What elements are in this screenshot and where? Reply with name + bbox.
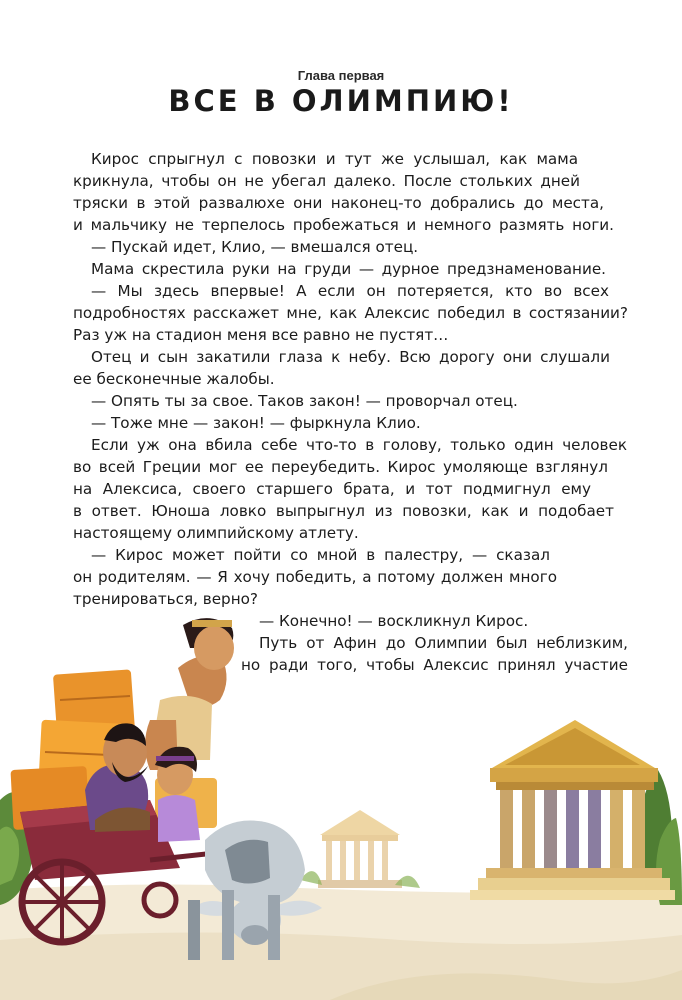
text-line: — Пускай идет, Клио, — вмешался отец. [91,238,419,256]
text-line: он родителям. — Я хочу победить, а потому должен много [73,568,557,586]
text-line: во всей Греции мог ее переубедить. Кирос умоляюще взглянул [73,458,608,476]
text-line: Если уж она вбила себе что-то в голову, только один человек [91,436,627,454]
text-line: в ответ. Юноша ловко выпрыгнул из повозки, как и подобает [73,502,614,520]
text-line: тренироваться, верно? [73,590,258,608]
figure-alexis [145,618,234,770]
chapter-title: ВСЕ В ОЛИМПИЮ! [168,84,514,118]
text-line: Раз уж на стадион меня все равно не пустят… [73,326,449,344]
text-line: — Конечно! — воскликнул Кирос. [259,612,529,630]
text-line: — Опять ты за свое. Таков закон! — проворчал отец. [91,392,518,410]
text-line: на Алексиса, своего старшего брата, и тот подмигнул ему [73,480,591,498]
text-line: Отец и сын закатили глаза к небу. Всю дорогу они слушали [91,348,610,366]
temple [470,720,675,900]
text-line: но ради того, чтобы Алексис принял участие [241,656,628,674]
text-line: настоящему олимпийскому атлету. [73,524,359,542]
cart-illustration [0,600,682,1000]
text-line: Мама скрестила руки на груди — дурное предзнаменование. [91,260,606,278]
text-line: крикнула, чтобы он не убегал далеко. После стольких дней [73,172,580,190]
text-line: ее бесконечные жалобы. [73,370,275,388]
text-line: Путь от Афин до Олимпии был неблизким, [259,634,628,652]
text-line: — Мы здесь впервые! А если он потеряется, кто во всех [91,282,609,300]
text-line: и мальчику не терпелось пробежаться и немного размять ноги. [73,216,614,234]
cart-wheel [22,862,102,942]
text-line: — Тоже мне — закон! — фыркнула Клио. [91,414,421,432]
chapter-label: Глава первая [297,68,385,83]
distant-temple [318,810,402,888]
text-line: — Кирос может пойти со мной в палестру, — сказал [91,546,550,564]
text-line: подробностях расскажет мне, как Алексис победил в состязании? [73,304,628,322]
text-line: тряски в этой развалюхе они наконец-то добрались до места, [73,194,604,212]
text-line: Кирос спрыгнул с повозки и тут же услышал, как мама [91,150,578,168]
